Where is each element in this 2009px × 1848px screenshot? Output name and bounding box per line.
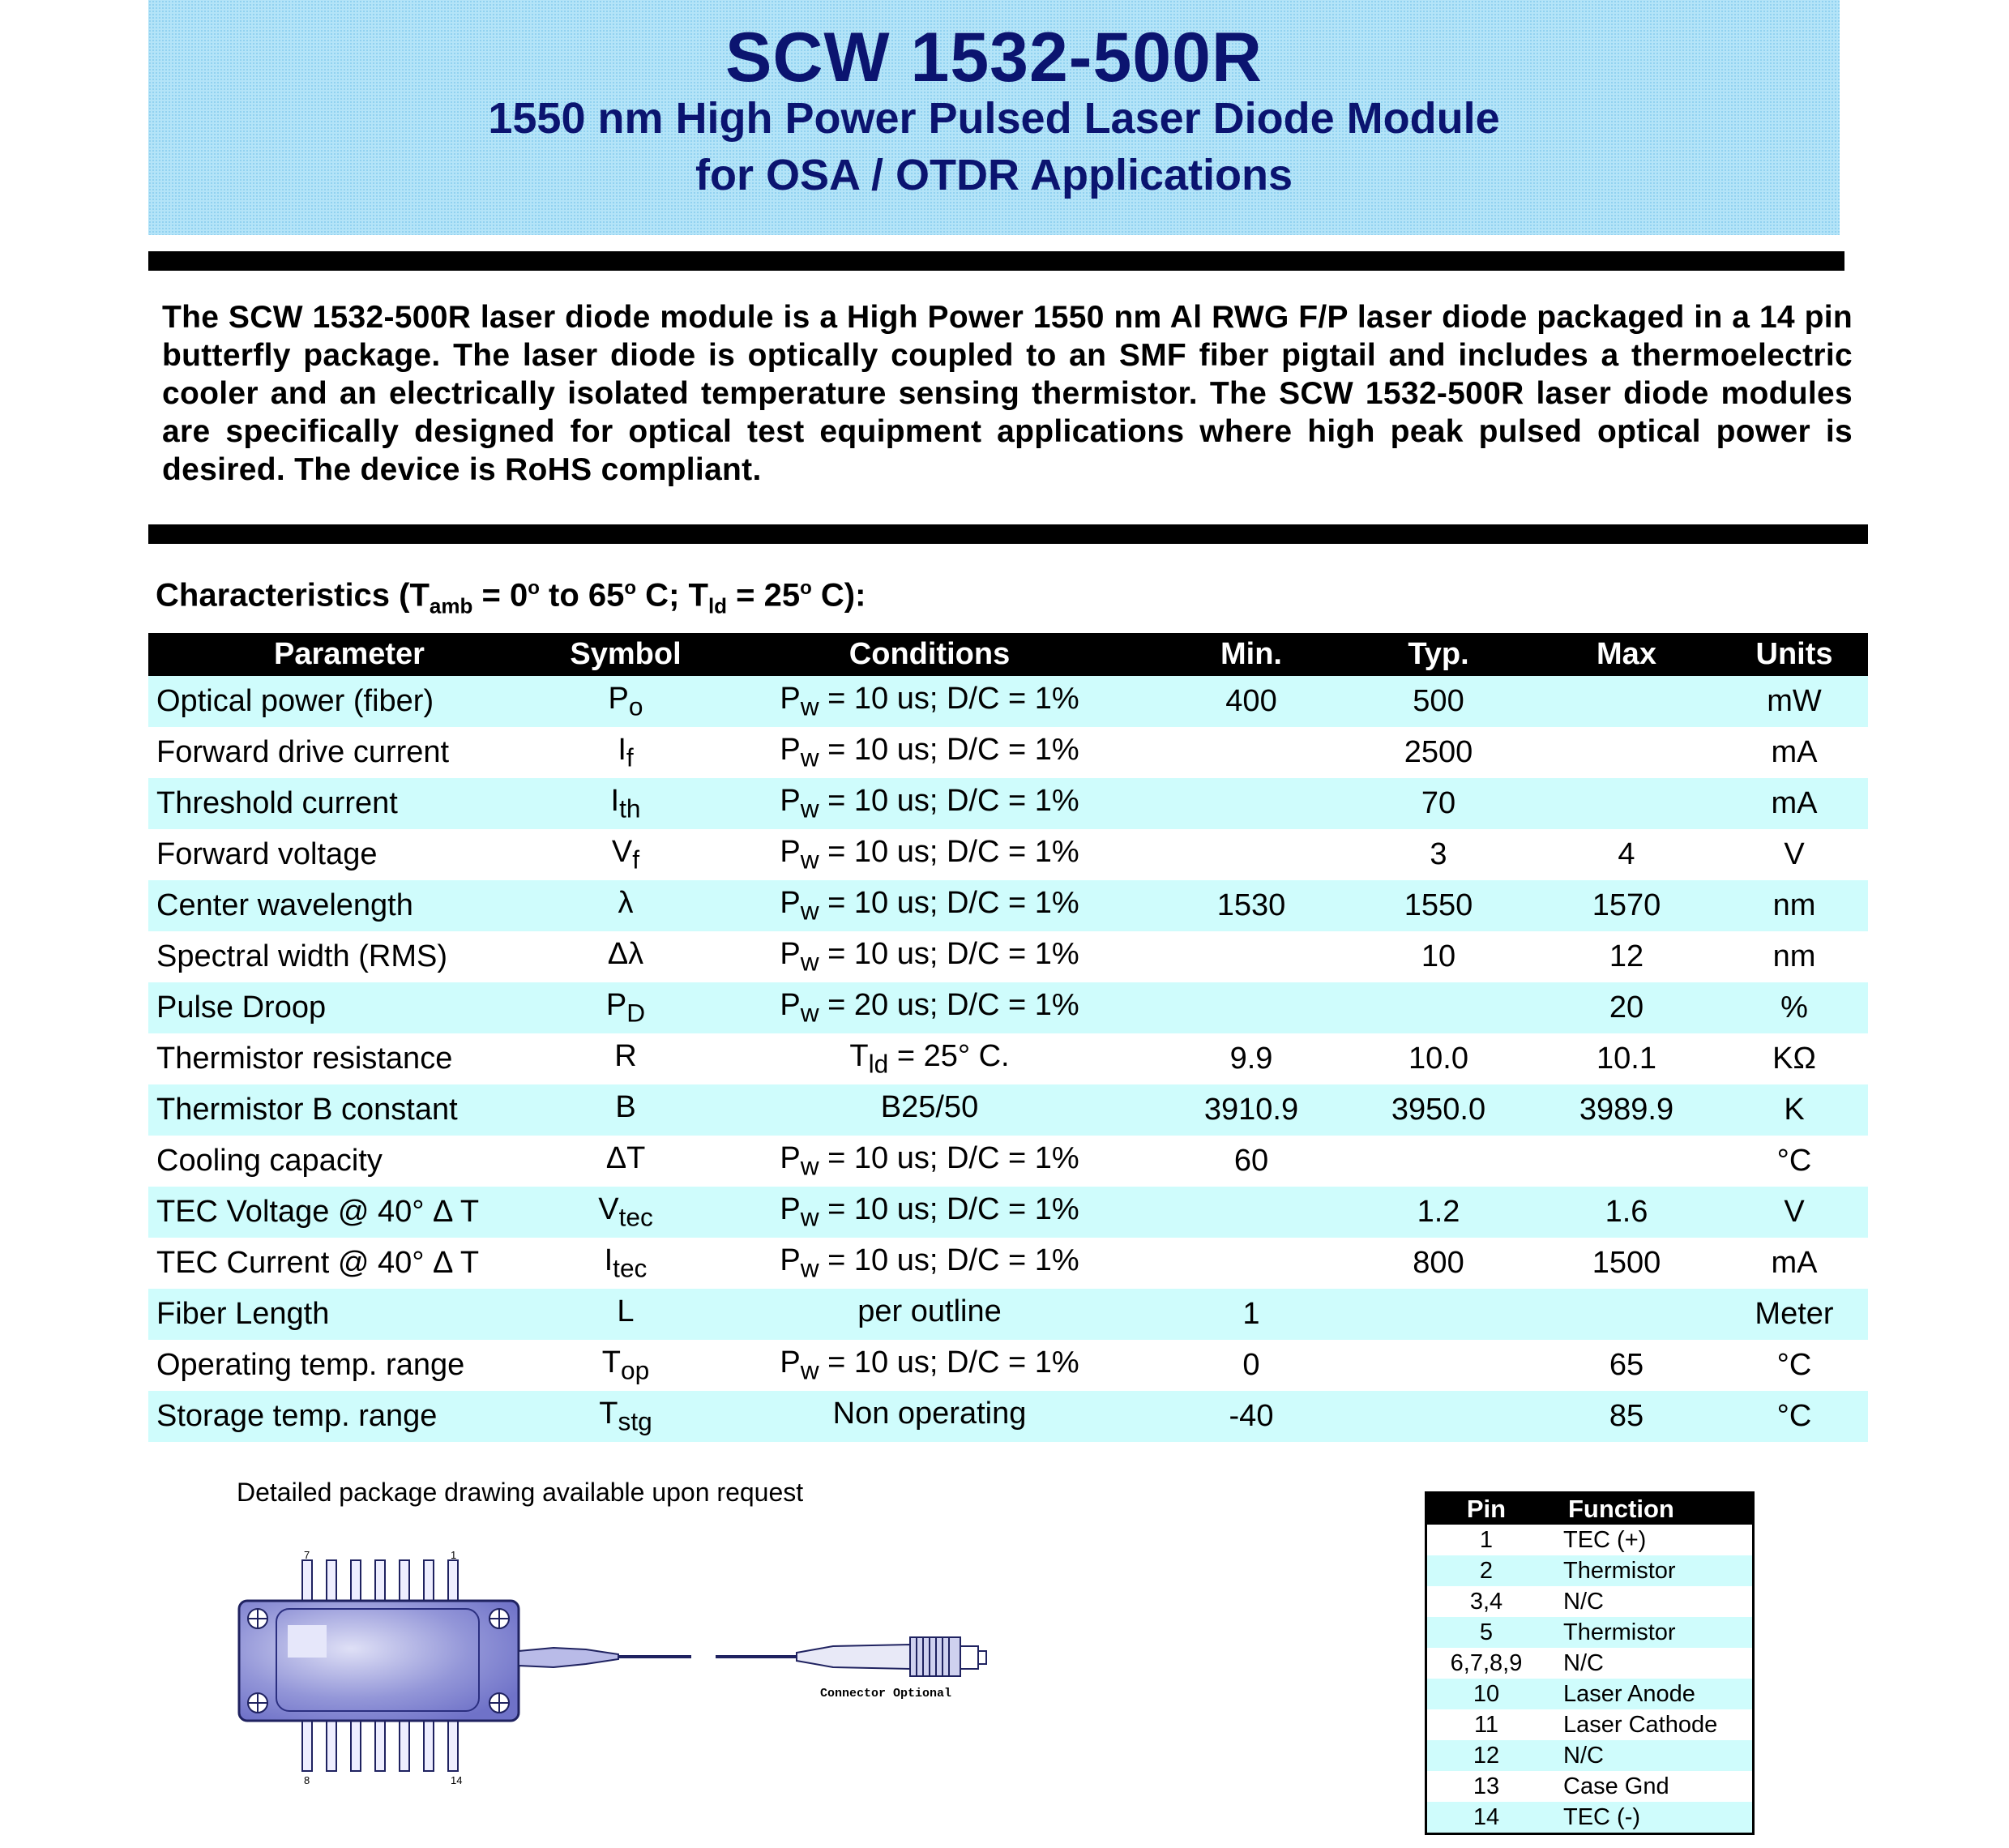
typ-cell: 500 [1413,684,1464,718]
fiber-boot [519,1648,618,1667]
pin-number: 6,7,8,9 [1450,1649,1523,1676]
symbol-cell: $P_D$ [605,987,646,1028]
table-row [148,829,1868,880]
pin-row [1427,1617,1752,1648]
min-cell: -40 [1229,1399,1274,1433]
divider-rule-top [148,251,1844,271]
characteristics-table [148,633,1868,1442]
table-row [148,676,1868,727]
symbol-cell: $V_{tec}$ [598,1191,653,1232]
symbol-cell: $I_f$ [618,732,634,772]
divider-rule-bottom [148,524,1868,544]
parameter-cell: Center wavelength [156,888,413,922]
pin-label-1: 1 [451,1549,457,1561]
pin-function: N/C [1563,1742,1604,1769]
conditions-cell: per outline [857,1294,1002,1328]
parameter-cell: Optical power (fiber) [156,684,434,718]
symbol-cell: $P_o$ [608,681,643,721]
units-cell: % [1780,990,1808,1025]
pin-function: Thermistor [1563,1557,1676,1584]
column-header-max: Max [1597,637,1656,671]
label-area [288,1625,327,1658]
parameter-cell: TEC Current @ 40° Δ T [156,1246,480,1280]
pin-function: Laser Anode [1563,1680,1695,1707]
units-cell: Meter [1755,1297,1834,1331]
parameter-cell: Threshold current [156,786,398,820]
conditions-cell: $P_w = 20$ us; D/C = 1% [780,987,1079,1028]
fc-connector-icon [797,1637,986,1676]
header-band [148,0,1840,235]
parameter-cell: Forward voltage [156,837,378,871]
pin-function: Case Gnd [1563,1773,1669,1799]
product-title: SCW 1532-500R [725,19,1263,96]
min-cell: 9.9 [1229,1042,1273,1076]
table-row [148,727,1868,778]
symbol-cell: Δλ [607,936,644,971]
pin-label-8: 8 [304,1774,310,1786]
conditions-cell: $P_w = 10$ us; D/C = 1% [780,936,1079,977]
symbol-cell: B [615,1089,636,1124]
symbol-cell: L [617,1294,635,1328]
pin-row [1427,1771,1752,1802]
min-cell: 1 [1242,1297,1260,1331]
pin-row [1427,1648,1752,1679]
units-cell: mW [1767,684,1822,718]
units-cell: nm [1772,888,1816,922]
typ-cell: 10 [1421,939,1456,973]
max-cell: 10.1 [1597,1042,1656,1076]
product-description: The SCW 1532-500R laser diode module is a High Power 1550 nm Al RWG F/P laser diode packaged in a 14 pin butterfly package. The laser diode is optically coupled to an SMF fiber pigtail and includes a thermoelectric cooler and an electrically isolated temperature sensing thermistor. The SCW 1532-500R laser diode modules are specifically designed for optical test equipment applications where high peak pulsed optical power is desired. The device is RoHS compliant. [162,300,1853,487]
table-row [148,1187,1868,1238]
conditions-cell: $P_w = 10$ us; D/C = 1% [780,1140,1079,1181]
units-cell: °C [1776,1348,1812,1382]
units-cell: K [1784,1093,1805,1127]
typ-cell: 1550 [1404,888,1473,922]
conditions-cell: Non operating [832,1396,1027,1431]
conditions-cell: $P_w = 10$ us; D/C = 1% [780,783,1079,823]
table-row [148,931,1868,982]
units-cell: °C [1776,1144,1812,1178]
pin-number: 12 [1473,1742,1500,1769]
pin-function-table [1425,1491,1755,1835]
pin-table-body [1427,1525,1752,1833]
characteristics-table-body [148,676,1868,1442]
column-header-units: Units [1755,637,1833,671]
pin-function: N/C [1563,1649,1604,1676]
max-cell: 12 [1609,939,1644,973]
pin-number: 5 [1479,1619,1494,1645]
table-row [148,982,1868,1033]
symbol-cell: ΔT [605,1140,646,1175]
conditions-cell: $P_w = 10$ us; D/C = 1% [780,732,1079,772]
butterfly-body [239,1601,519,1721]
characteristics-heading: Characteristics ($T_{amb} = 0^o$ to 65$^o$ C; $T_{ld} = 25^o$ C): [156,577,866,618]
pin-label-14: 14 [451,1774,463,1786]
pin-function: Laser Cathode [1563,1711,1718,1738]
max-cell: 1.6 [1605,1195,1648,1229]
pin-number: 14 [1473,1803,1500,1830]
symbol-cell: λ [618,885,634,920]
pin-row [1427,1679,1752,1709]
units-cell: V [1784,1195,1805,1229]
column-header-function: Function [1568,1495,1674,1523]
pin-function: Thermistor [1563,1619,1676,1645]
max-cell: 85 [1609,1399,1644,1433]
typ-cell: 2500 [1404,735,1473,769]
pin-number: 11 [1473,1711,1499,1738]
units-cell: mA [1771,735,1818,769]
pin-table-header [1427,1494,1752,1525]
min-cell: 0 [1242,1348,1260,1382]
conditions-cell: $P_w = 10$ us; D/C = 1% [780,1345,1079,1385]
units-cell: nm [1772,939,1816,973]
pin-function: TEC (-) [1563,1803,1641,1830]
table-row [148,1238,1868,1289]
pin-row [1427,1555,1752,1586]
table-row [148,778,1868,829]
pin-number: 3,4 [1469,1588,1503,1615]
pin-number: 2 [1479,1557,1494,1584]
table-row [148,1391,1868,1442]
connector-optional-label: Connector Optional [819,1687,952,1700]
column-header-parameter: Parameter [274,637,425,671]
min-cell: 60 [1233,1144,1269,1178]
parameter-cell: Cooling capacity [156,1144,383,1178]
units-cell: mA [1771,1246,1818,1280]
typ-cell: 70 [1421,786,1456,820]
parameter-cell: Thermistor resistance [156,1042,453,1076]
column-header-conditions: Conditions [848,637,1011,671]
table-row [148,1136,1868,1187]
max-cell: 1500 [1592,1246,1661,1280]
min-cell: 1530 [1216,888,1286,922]
parameter-cell: Spectral width (RMS) [156,939,447,973]
package-drawing-note: Detailed package drawing available upon request [237,1478,804,1507]
pin-function: N/C [1563,1588,1604,1615]
parameter-cell: Forward drive current [156,735,450,769]
pin-row [1427,1586,1752,1617]
conditions-cell: $T_{ld} = 25^\circ$ C. [849,1038,1010,1079]
conditions-cell: $P_w = 10$ us; D/C = 1% [780,1243,1079,1283]
table-row [148,1084,1868,1136]
typ-cell: 10.0 [1408,1042,1468,1076]
symbol-cell: R [614,1038,637,1073]
symbol-cell: $I_{th}$ [610,783,641,823]
units-cell: V [1784,837,1805,871]
max-cell: 3989.9 [1579,1093,1674,1127]
symbol-cell: $T_{op}$ [601,1345,650,1385]
units-cell: °C [1776,1399,1812,1433]
parameter-cell: Operating temp. range [156,1348,465,1382]
pin-row [1427,1709,1752,1740]
pin-row [1427,1802,1752,1833]
column-header-typ: Typ. [1408,637,1469,671]
units-cell: mA [1771,786,1818,820]
typ-cell: 3950.0 [1391,1093,1486,1127]
max-cell: 20 [1609,990,1644,1025]
parameter-cell: Fiber Length [156,1297,330,1331]
parameter-cell: Storage temp. range [156,1399,438,1433]
package-drawing [229,1544,1056,1787]
pin-row [1427,1525,1752,1555]
conditions-cell: $P_w = 10$ us; D/C = 1% [780,834,1079,875]
butterfly-pins-bottom [302,1714,458,1771]
pin-number: 1 [1479,1526,1494,1553]
typ-cell: 1.2 [1417,1195,1460,1229]
table-row [148,1289,1868,1340]
max-cell: 65 [1609,1348,1644,1382]
pin-label-7: 7 [304,1549,310,1561]
symbol-cell: $T_{stg}$ [599,1396,652,1436]
units-cell: KΩ [1772,1042,1816,1076]
table-row [148,1340,1868,1391]
column-header-min: Min. [1220,637,1282,671]
conditions-cell: $P_w = 10$ us; D/C = 1% [780,681,1079,721]
product-subtitle-line2: for OSA / OTDR Applications [695,151,1293,199]
pin-row [1427,1740,1752,1771]
parameter-cell: Thermistor B constant [156,1093,458,1127]
table-row [148,880,1868,931]
typ-cell: 800 [1413,1246,1464,1280]
column-header-symbol: Symbol [570,637,682,671]
characteristics-table-header [148,633,1868,676]
pin-function: TEC (+) [1563,1526,1647,1553]
pin-number: 10 [1473,1680,1500,1707]
min-cell: 400 [1225,684,1277,718]
typ-cell: 3 [1430,837,1447,871]
table-row [148,1033,1868,1084]
product-subtitle-line1: 1550 nm High Power Pulsed Laser Diode Module [488,94,1500,143]
symbol-cell: $I_{tec}$ [604,1243,648,1283]
conditions-cell: $P_w = 10$ us; D/C = 1% [780,885,1079,926]
conditions-cell: $P_w = 10$ us; D/C = 1% [780,1191,1079,1232]
max-cell: 4 [1618,837,1635,871]
column-header-pin: Pin [1466,1495,1507,1523]
max-cell: 1570 [1592,888,1661,922]
parameter-cell: TEC Voltage @ 40° Δ T [156,1195,480,1229]
pin-number: 13 [1473,1773,1500,1799]
symbol-cell: $V_f$ [611,834,640,875]
parameter-cell: Pulse Droop [156,990,327,1025]
min-cell: 3910.9 [1203,1093,1299,1127]
conditions-cell: B25/50 [880,1089,979,1124]
